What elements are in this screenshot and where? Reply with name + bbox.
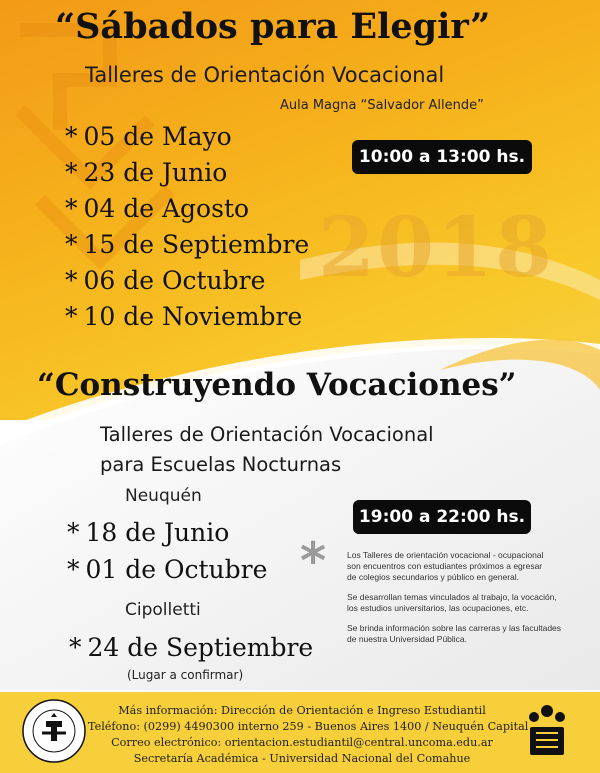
date-text: 04 de Agosto xyxy=(83,194,250,223)
asterisk-icon: * xyxy=(300,532,327,590)
info-text xyxy=(347,550,587,645)
bullet: * xyxy=(65,194,78,223)
event2-date-1 xyxy=(67,518,229,547)
bullet: * xyxy=(67,555,80,584)
bullet: * xyxy=(65,122,78,151)
footer-line-2: Teléfono: (0299) 4490300 interno 259 - Buenos Aires 1400 / Neuquén Capital xyxy=(88,720,529,733)
city-neuquen: Neuquén xyxy=(125,486,202,506)
footer-line-3: Correo electrónico: orientacion.estudiantil@central.uncoma.edu.ar xyxy=(111,736,493,749)
event2-subtitle-line1: Talleres de Orientación Vocacional xyxy=(100,423,434,446)
date-text: 15 de Septiembre xyxy=(83,230,310,259)
date-text: 10 de Noviembre xyxy=(83,302,303,331)
bullet: * xyxy=(65,230,78,259)
event1-date-6 xyxy=(65,302,302,331)
info-line: Los Talleres de orientación vocacional - ocupacional xyxy=(347,550,544,560)
event2-title: “Construyendo Vocaciones” xyxy=(37,367,517,403)
bullet: * xyxy=(65,266,78,295)
year-watermark: 2018 xyxy=(318,200,555,296)
event1-title: “Sábados para Elegir” xyxy=(55,6,491,47)
info-line: Se brinda información sobre las carreras y las facultades xyxy=(347,623,562,633)
info-line: de colegios secundarios y público en general. xyxy=(347,572,520,582)
date-text: 18 de Junio xyxy=(85,518,230,547)
event1-subtitle: Talleres de Orientación Vocacional xyxy=(85,63,445,87)
city-cipolletti: Cipolletti xyxy=(125,600,201,620)
bullet: * xyxy=(69,633,82,662)
event2-subtitle-line2: para Escuelas Nocturnas xyxy=(100,453,342,476)
event2-time-badge: 19:00 a 22:00 hs. xyxy=(353,500,531,534)
date-text: 01 de Octubre xyxy=(85,555,268,584)
university-seal-icon xyxy=(22,699,86,763)
date-text: 24 de Septiembre xyxy=(87,633,314,662)
event1-date-2 xyxy=(65,158,227,187)
event1-time-badge: 10:00 a 13:00 hs. xyxy=(352,140,532,174)
info-line: los estudios universitarios, las ocupaciones, etc. xyxy=(347,603,529,613)
event1-date-3 xyxy=(65,194,249,223)
bullet: * xyxy=(67,518,80,547)
event1-date-4 xyxy=(65,230,309,259)
event1-date-5 xyxy=(65,266,265,295)
bullet: * xyxy=(65,158,78,187)
footer-line-4: Secretaría Académica - Universidad Nacional del Comahue xyxy=(133,752,471,765)
event2-date-3 xyxy=(69,633,313,662)
event1-date-1 xyxy=(65,122,232,151)
event2-date-2 xyxy=(67,555,267,584)
secretaria-logo-icon xyxy=(522,703,572,759)
date-text: 06 de Octubre xyxy=(83,266,266,295)
info-line: de nuestra Universidad Pública. xyxy=(347,634,468,644)
location-note: (Lugar a confirmar) xyxy=(127,668,244,682)
date-text: 05 de Mayo xyxy=(83,122,232,151)
event1-location: Aula Magna “Salvador Allende” xyxy=(280,98,484,113)
info-line: son encuentros con estudiantes próximos a egresar xyxy=(347,561,543,571)
info-line: Se desarrollan temas vinculados al trabajo, la vocación, xyxy=(347,592,557,602)
date-text: 23 de Junio xyxy=(83,158,228,187)
bullet: * xyxy=(65,302,78,331)
footer-line-1: Más información: Dirección de Orientación e Ingreso Estudiantil xyxy=(118,704,486,717)
